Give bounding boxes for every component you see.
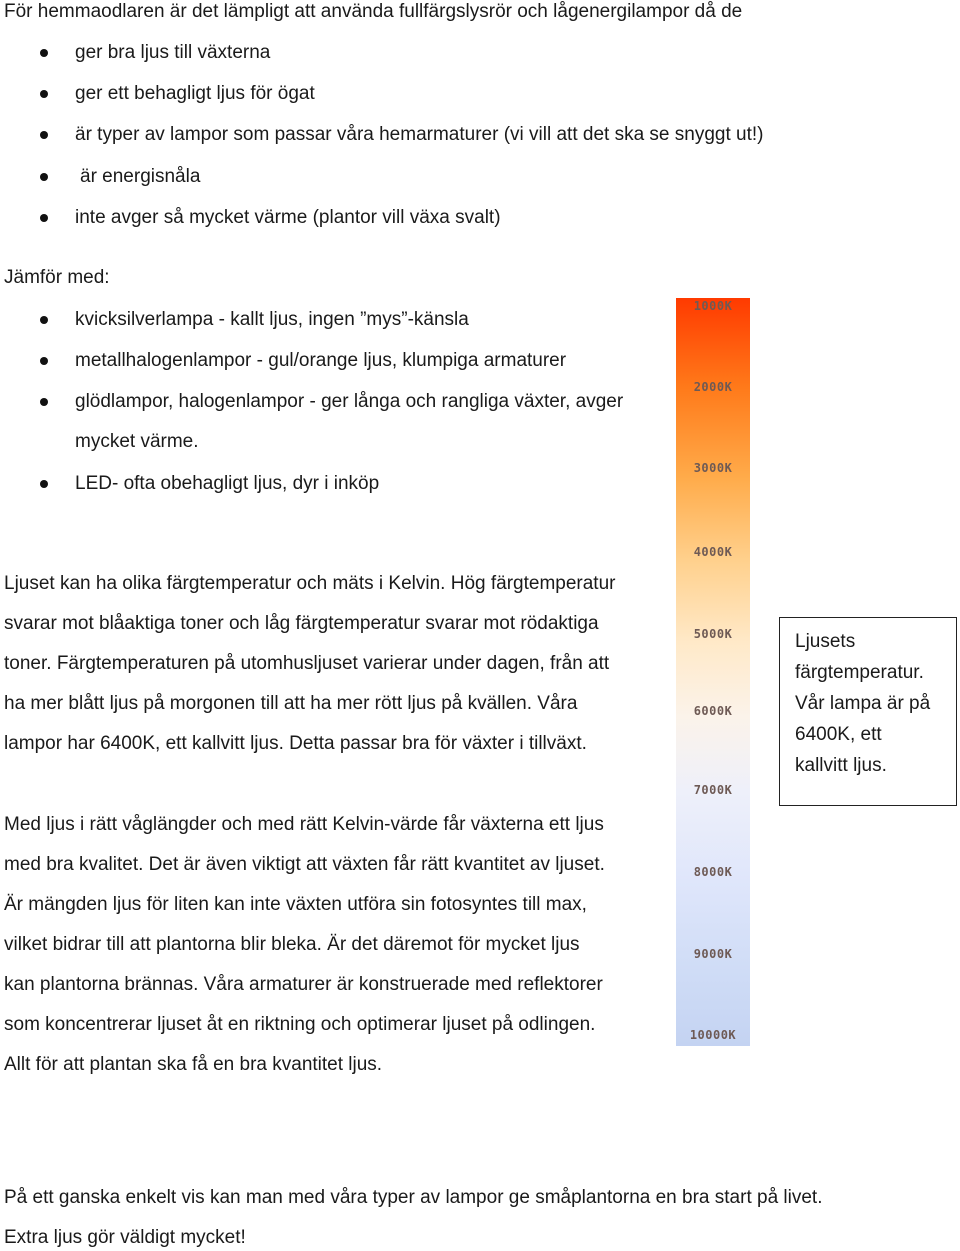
paragraph-line: med bra kvalitet. Det är även viktigt att växten får rätt kvantitet av ljuset.: [4, 854, 605, 875]
list-item: glödlampor, halogenlampor - ger långa och rangliga växter, avger: [75, 391, 624, 412]
scale-tick-label: 8000K: [693, 865, 733, 879]
compare-heading: Jämför med:: [4, 267, 110, 288]
list-item-continuation: mycket värme.: [75, 431, 199, 452]
callout-line: Vår lampa är på: [795, 693, 931, 714]
list-item: LED- ofta obehagligt ljus, dyr i inköp: [75, 473, 380, 494]
callout-line: 6400K, ett: [795, 724, 882, 745]
scale-tick-label: 10000K: [689, 1028, 737, 1042]
callout-box: [779, 617, 957, 806]
bullet-icon: [40, 357, 48, 365]
scale-tick-label: 9000K: [693, 947, 733, 961]
paragraph-line: vilket bidrar till att plantorna blir bleka. Är det däremot för mycket ljus: [4, 934, 580, 955]
bullet-icon: [40, 90, 48, 98]
callout-line: Ljusets: [795, 631, 856, 652]
bullet-icon: [40, 316, 48, 324]
bullet-icon: [40, 398, 48, 406]
list-item: kvicksilverlampa - kallt ljus, ingen ”mys”-känsla: [75, 309, 469, 330]
bullet-icon: [40, 480, 48, 488]
intro-text: För hemmaodlaren är det lämpligt att använda fullfärgslysrör och lågenergilampor då de: [4, 1, 743, 22]
paragraph-line: Med ljus i rätt våglängder och med rätt Kelvin-värde får växterna ett ljus: [4, 814, 604, 835]
scale-tick-label: 3000K: [693, 461, 733, 475]
bullet-icon: [40, 214, 48, 222]
bullet-icon: [40, 131, 48, 139]
callout-line: färgtemperatur.: [795, 662, 924, 683]
scale-tick-label: 2000K: [693, 380, 733, 394]
scale-tick-label: 7000K: [693, 783, 733, 797]
color-temperature-scale: [676, 298, 750, 1046]
list-item: metallhalogenlampor - gul/orange ljus, klumpiga armaturer: [75, 350, 567, 371]
paragraph-line: Är mängden ljus för liten kan inte växten utföra sin fotosyntes till max,: [4, 894, 587, 915]
paragraph-line: svarar mot blåaktiga toner och låg färgtemperatur svarar mot rödaktiga: [4, 613, 599, 634]
list-item: inte avger så mycket värme (plantor vill växa svalt): [75, 207, 501, 228]
list-item: ger ett behagligt ljus för ögat: [75, 83, 315, 104]
closing-line: På ett ganska enkelt vis kan man med våra typer av lampor ge småplantorna en bra start på livet.: [4, 1187, 823, 1208]
closing-line: Extra ljus gör väldigt mycket!: [4, 1227, 246, 1248]
scale-tick-label: 4000K: [693, 545, 733, 559]
callout-line: kallvitt ljus.: [795, 755, 887, 776]
paragraph-line: Allt för att plantan ska få en bra kvantitet ljus.: [4, 1054, 383, 1075]
list-item: ger bra ljus till växterna: [75, 42, 271, 63]
paragraph-line: toner. Färgtemperaturen på utomhusljuset varierar under dagen, från att: [4, 653, 610, 674]
paragraph-line: kan plantorna brännas. Våra armaturer är konstruerade med reflektorer: [4, 974, 603, 995]
paragraph-line: som koncentrerar ljuset åt en riktning och optimerar ljuset på odlingen.: [4, 1014, 596, 1035]
bullet-icon: [40, 173, 48, 181]
list-item: är typer av lampor som passar våra hemarmaturer (vi vill att det ska se snyggt ut!): [75, 124, 764, 145]
bullet-icon: [40, 49, 48, 57]
paragraph-line: lampor har 6400K, ett kallvitt ljus. Detta passar bra för växter i tillväxt.: [4, 733, 587, 754]
paragraph-line: ha mer blått ljus på morgonen till att ha mer rött ljus på kvällen. Våra: [4, 693, 578, 714]
scale-tick-label: 6000K: [693, 704, 733, 718]
scale-tick-label: 1000K: [693, 299, 733, 313]
paragraph-line: Ljuset kan ha olika färgtemperatur och mäts i Kelvin. Hög färgtemperatur: [4, 573, 616, 594]
list-item: är energisnåla: [80, 166, 201, 187]
scale-tick-label: 5000K: [693, 627, 733, 641]
